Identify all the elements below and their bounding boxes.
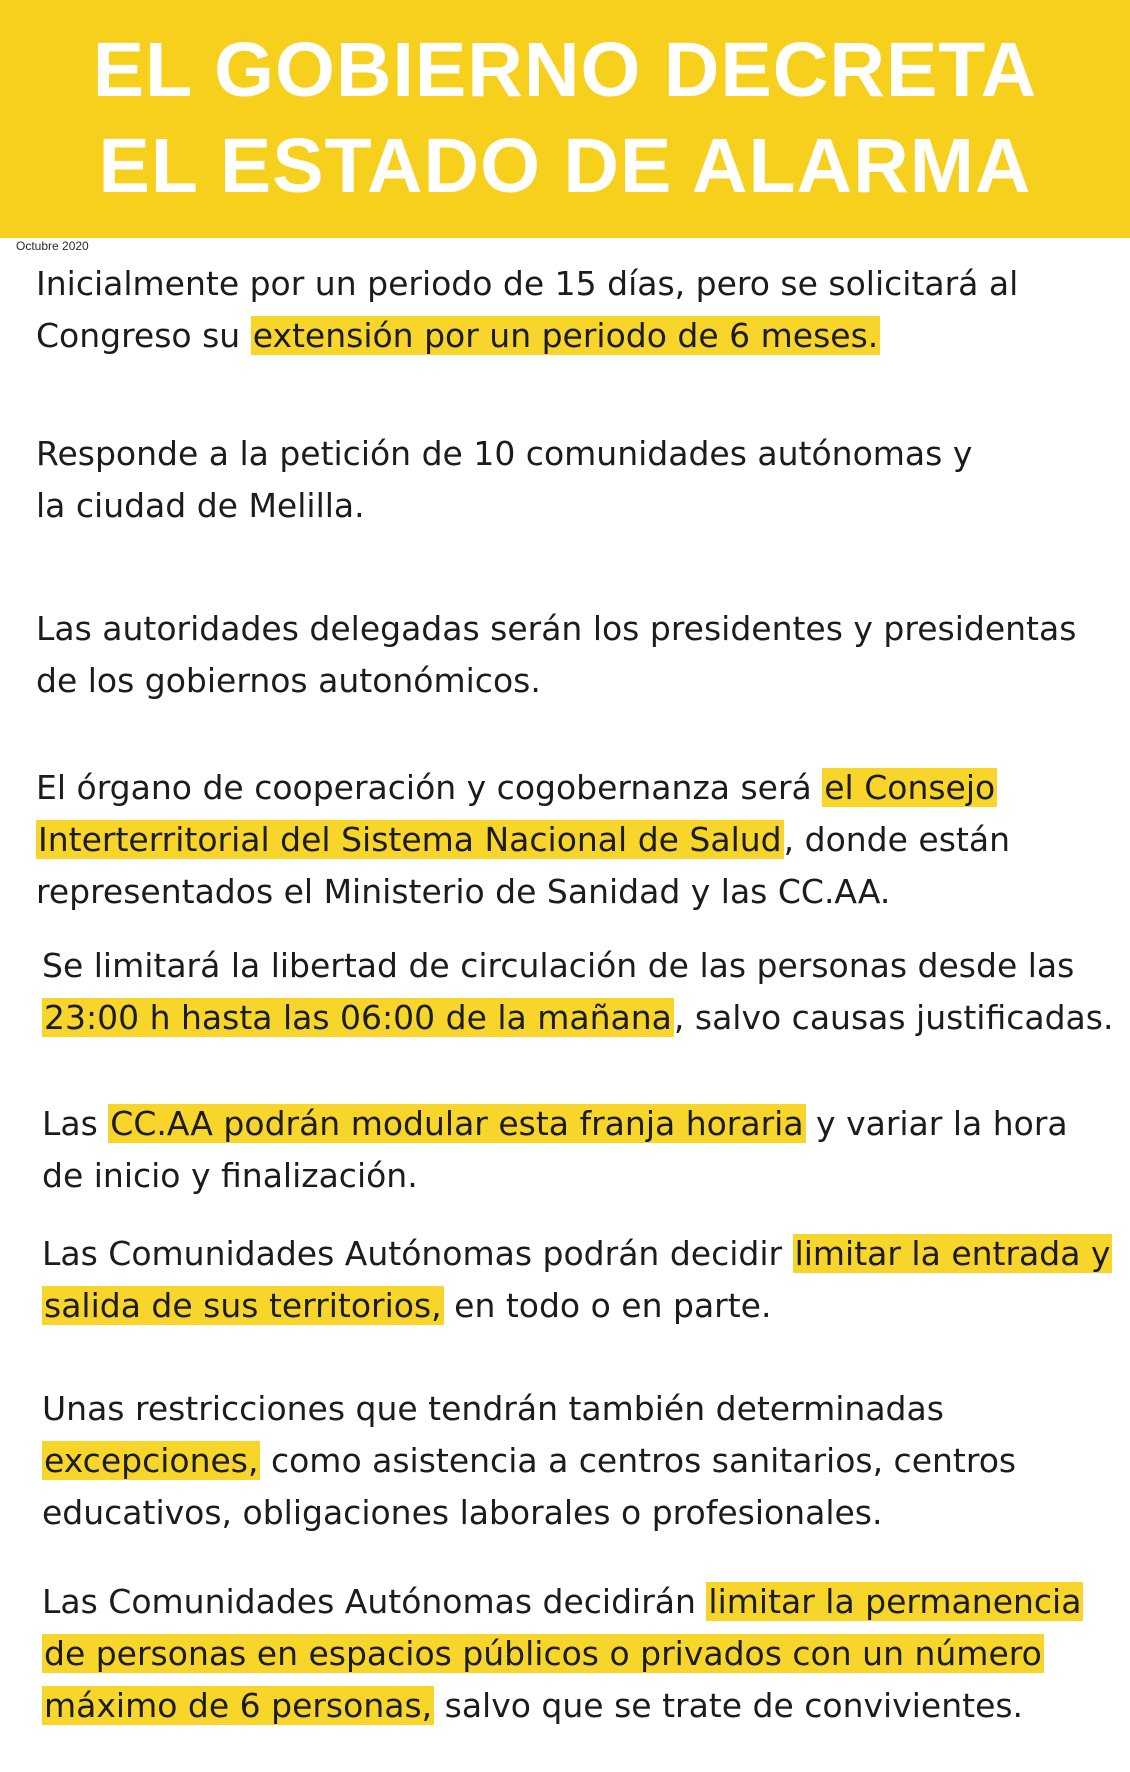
text-span: , salvo causas justificadas.: [673, 998, 1114, 1037]
text-line: [36, 310, 1018, 362]
text-span: Congreso su: [36, 316, 251, 355]
highlighted-text: limitar la entrada y: [794, 1234, 1111, 1273]
text-line: Unas restricciones que tendrán también determinadas: [42, 1389, 944, 1428]
text-span: y variar la hora: [805, 1104, 1068, 1143]
paragraph-time-range: [42, 1098, 1068, 1202]
highlighted-text: máximo de 6 personas,: [44, 1686, 433, 1725]
text-line: representados el Ministerio de Sanidad y las CC.AA.: [36, 872, 891, 911]
text-line: de los gobiernos autonómicos.: [36, 661, 541, 700]
paragraph-duration: [36, 258, 1018, 362]
text-line: [42, 992, 1113, 1044]
text-span: Las Comunidades Autónomas podrán decidir: [42, 1234, 793, 1273]
text-span: en todo o en parte.: [443, 1286, 772, 1325]
text-span: salvo que se trate de convivientes.: [434, 1686, 1024, 1725]
text-line: [42, 1680, 1083, 1732]
page-title: [0, 22, 1130, 214]
highlighted-text: excepciones,: [44, 1441, 259, 1480]
paragraph-territory-limits: [42, 1228, 1112, 1332]
text-line: [42, 1280, 1112, 1332]
paragraph-authorities: [36, 603, 1076, 707]
title-banner: [0, 0, 1130, 238]
text-line: educativos, obligaciones laborales o profesionales.: [42, 1493, 883, 1532]
text-line: la ciudad de Melilla.: [36, 486, 365, 525]
text-line: Se limitará la libertad de circulación de las personas desde las: [42, 946, 1075, 985]
date-label: Octubre 2020: [16, 239, 89, 253]
text-span: como asistencia a centros sanitarios, centros: [260, 1441, 1017, 1480]
highlighted-text: 23:00 h hasta las 06:00 de la mañana: [44, 998, 672, 1037]
highlighted-text: de personas en espacios públicos o privados con un número: [44, 1634, 1042, 1673]
highlighted-text: Interterritorial del Sistema Nacional de Salud: [38, 820, 782, 859]
highlighted-text: extensión por un periodo de 6 meses.: [252, 316, 879, 355]
text-span: El órgano de cooperación y cogobernanza será: [36, 768, 823, 807]
text-span: Las: [42, 1104, 109, 1143]
text-line: [36, 814, 1010, 866]
text-line: [42, 1628, 1083, 1680]
text-line: Responde a la petición de 10 comunidades autónomas y: [36, 434, 973, 473]
text-line: [42, 1098, 1068, 1150]
text-line: [36, 762, 1010, 814]
highlighted-text: CC.AA podrán modular esta franja horaria: [110, 1104, 804, 1143]
text-line: Las autoridades delegadas serán los presidentes y presidentas: [36, 609, 1077, 648]
paragraph-request: [36, 428, 972, 532]
paragraph-curfew: [42, 940, 1113, 1044]
text-span: Las Comunidades Autónomas decidirán: [42, 1582, 707, 1621]
title-line-1: EL GOBIERNO DECRETA: [92, 27, 1038, 113]
paragraph-gatherings: [42, 1576, 1083, 1732]
highlighted-text: el Consejo: [824, 768, 996, 807]
paragraph-cooperation: [36, 762, 1010, 918]
title-line-2: EL ESTADO DE ALARMA: [98, 123, 1032, 209]
text-span: , donde están: [783, 820, 1010, 859]
text-line: Inicialmente por un periodo de 15 días, pero se solicitará al: [36, 264, 1019, 303]
highlighted-text: salida de sus territorios,: [44, 1286, 442, 1325]
text-line: [42, 1435, 1016, 1487]
text-line: [42, 1576, 1083, 1628]
paragraph-exceptions: [42, 1383, 1016, 1539]
highlighted-text: limitar la permanencia: [708, 1582, 1082, 1621]
text-line: [42, 1228, 1112, 1280]
text-line: de inicio y finalización.: [42, 1156, 418, 1195]
